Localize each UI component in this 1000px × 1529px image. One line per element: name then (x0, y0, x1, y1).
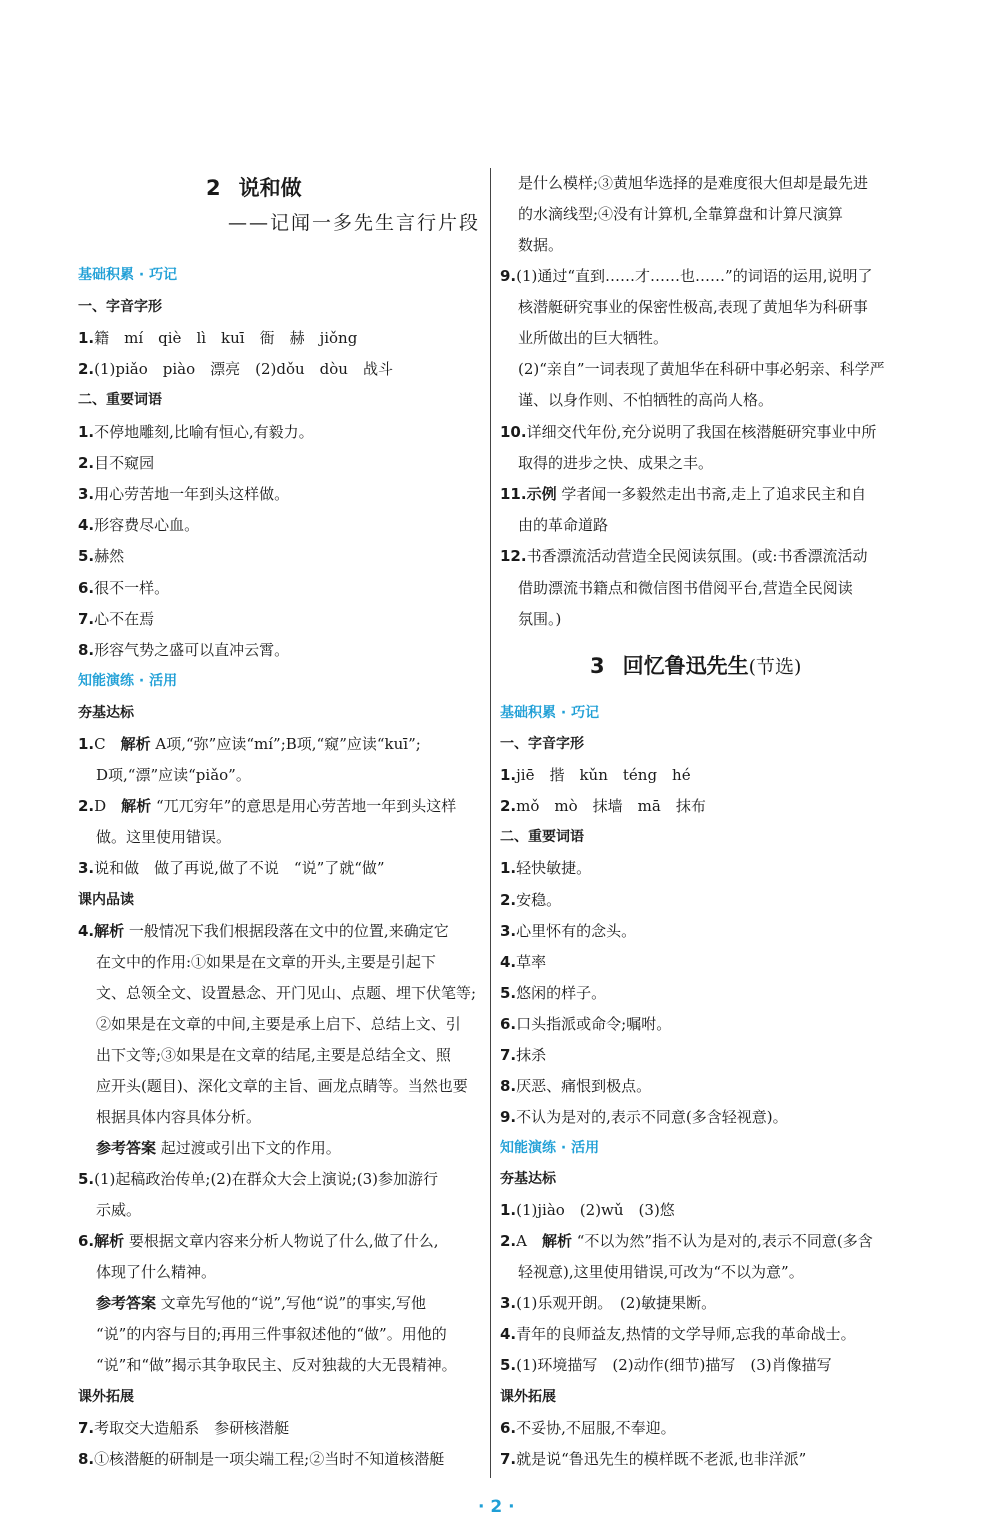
sub-in-class-reading: 课内品读 (78, 892, 134, 908)
section-basic-accumulation: 基础积累 · 巧记 (78, 267, 178, 283)
answer-line: 做。这里使用错误。 (96, 828, 232, 846)
answer-line: D项,“漂”应读“piǎo”。 (96, 766, 251, 784)
answer-line: 3.(1)乐观开朗。 (2)敏捷果断。 (500, 1294, 717, 1312)
list-item: 5.赫然 (78, 547, 125, 565)
answer-line: 参考答案 文章先写他的“说”,写他“说”的事实,写他 (96, 1294, 426, 1312)
answer-line: 7.就是说“鲁迅先生的模样既不老派,也非洋派” (500, 1450, 807, 1468)
answer-line: 6.解析 要根据文章内容来分析人物说了什么,做了什么, (78, 1232, 439, 1250)
chapter-3-title: 3 回忆鲁迅先生(节选) (590, 654, 802, 678)
answer-line: 2.A 解析 “不以为然”指不认为是对的,表示不同意(多含 (500, 1232, 873, 1250)
list-item: 2.安稳。 (500, 891, 562, 909)
answer-line: 11.示例 学者闻一多毅然走出书斋,走上了追求民主和自 (500, 485, 867, 503)
answer-line: 根据具体内容具体分析。 (96, 1108, 262, 1126)
list-item: 3.心里怀有的念头。 (500, 922, 637, 940)
answer-line: 应开头(题目)、深化文章的主旨、画龙点睛等。当然也要 (96, 1077, 468, 1095)
answer-line: “说”和“做”揭示其争取民主、反对独裁的大无畏精神。 (96, 1356, 457, 1374)
answer-line: 出下文等;③如果是在文章的结尾,主要是总结全文、照 (96, 1046, 451, 1064)
list-item: 1.不停地雕刻,比喻有恒心,有毅力。 (78, 423, 314, 441)
chapter-2-title: 2 说和做 (206, 176, 302, 200)
list-item: 2.(1)piǎo piào 漂亮 (2)dǒu dòu 战斗 (78, 360, 393, 378)
sub-pronunciation: 一、字音字形 (78, 299, 162, 315)
sub-key-words: 二、重要词语 (78, 392, 162, 408)
list-item: 6.口头指派或命令;嘱咐。 (500, 1015, 672, 1033)
answer-line: 1.(1)jiào (2)wǔ (3)悠 (500, 1201, 675, 1219)
answer-line: 1.C 解析 A项,“弥”应读“mí”;B项,“窥”应读“kuī”; (78, 735, 421, 753)
answer-line: 2.D 解析 “兀兀穷年”的意思是用心劳苦地一年到头这样 (78, 797, 457, 815)
answer-line: “说”的内容与目的;再用三件事叙述他的“做”。用他的 (96, 1325, 447, 1343)
list-item: 4.形容费尽心血。 (78, 516, 200, 534)
sub-extension: 课外拓展 (500, 1389, 556, 1405)
answer-line: 氛围。) (518, 610, 562, 628)
answer-line: 5.(1)起稿政治传单;(2)在群众大会上演说;(3)参加游行 (78, 1170, 438, 1188)
answer-line: 4.青年的良师益友,热情的文学导师,忘我的革命战士。 (500, 1325, 856, 1343)
answer-line: 是什么模样;③黄旭华选择的是难度很大但却是最先进 (518, 174, 869, 192)
list-item: 7.心不在焉 (78, 610, 155, 628)
list-item: 8.厌恶、痛恨到极点。 (500, 1077, 652, 1095)
sub-foundation: 夯基达标 (78, 705, 134, 721)
list-item: 2.mǒ mò 抹墙 mā 抹布 (500, 797, 706, 815)
page-number: · 2 · (478, 1497, 515, 1517)
answer-line: 12.书香漂流活动营造全民阅读氛围。(或:书香漂流活动 (500, 547, 868, 565)
answer-line: 在文中的作用:①如果是在文章的开头,主要是引起下 (96, 953, 436, 971)
answer-line: 5.(1)环境描写 (2)动作(细节)描写 (3)肖像描写 (500, 1356, 832, 1374)
answer-line: 谨、以身作则、不怕牺牲的高尚人格。 (518, 391, 774, 409)
list-item: 6.很不一样。 (78, 579, 170, 597)
answer-line: 9.(1)通过“直到……才……也……”的词语的运用,说明了 (500, 267, 873, 285)
answer-line: (2)“亲自”一词表现了黄旭华在科研中事必躬亲、科学严 (518, 360, 885, 378)
section-practice: 知能演练 · 活用 (500, 1140, 600, 1156)
list-item: 4.草率 (500, 953, 547, 971)
answer-line: 4.解析 一般情况下我们根据段落在文中的位置,来确定它 (78, 922, 449, 940)
sub-extension: 课外拓展 (78, 1389, 134, 1405)
answer-line: 7.考取交大造船系 参研核潜艇 (78, 1419, 290, 1437)
answer-line: 10.详细交代年份,充分说明了我国在核潜艇研究事业中所 (500, 423, 877, 441)
list-item: 1.jiē 揩 kǔn téng hé (500, 766, 691, 784)
answer-line: 业所做出的巨大牺牲。 (518, 329, 669, 347)
answer-line: 核潜艇研究事业的保密性极高,表现了黄旭华为科研事 (518, 298, 868, 316)
answer-line: 体现了什么精神。 (96, 1263, 217, 1281)
answer-line: 的水滴线型;④没有计算机,全靠算盘和计算尺演算 (518, 205, 843, 223)
section-practice: 知能演练 · 活用 (78, 673, 178, 689)
answer-line: 取得的进步之快、成果之丰。 (518, 454, 714, 472)
list-item: 7.抹杀 (500, 1046, 547, 1064)
answer-line: 文、总领全文、设置悬念、开门见山、点题、埋下伏笔等; (96, 984, 477, 1002)
list-item: 8.形容气势之盛可以直冲云霄。 (78, 641, 290, 659)
answer-line: 由的革命道路 (518, 516, 609, 534)
column-divider (490, 168, 491, 1478)
list-item: 2.目不窥园 (78, 454, 155, 472)
answer-line: 8.①核潜艇的研制是一项尖端工程;②当时不知道核潜艇 (78, 1450, 445, 1468)
answer-line: 轻视意),这里使用错误,可改为“不以为意”。 (518, 1263, 804, 1281)
answer-line: 借助漂流书籍点和微信图书借阅平台,营造全民阅读 (518, 579, 853, 597)
sub-pronunciation: 一、字音字形 (500, 736, 584, 752)
chapter-2-subtitle: ——记闻一多先生言行片段 (228, 212, 481, 234)
answer-line: 参考答案 起过渡或引出下文的作用。 (96, 1139, 341, 1157)
answer-line: ②如果是在文章的中间,主要是承上启下、总结上文、引 (96, 1015, 461, 1033)
list-item: 1.轻快敏捷。 (500, 859, 592, 877)
sub-foundation: 夯基达标 (500, 1171, 556, 1187)
answer-line: 3.说和做 做了再说,做了不说 “说”了就“做” (78, 859, 385, 877)
list-item: 5.悠闲的样子。 (500, 984, 607, 1002)
sub-key-words: 二、重要词语 (500, 829, 584, 845)
list-item: 9.不认为是对的,表示不同意(多含轻视意)。 (500, 1108, 788, 1126)
answer-line: 数据。 (518, 236, 564, 254)
list-item: 1.籍 mí qiè lì kuī 衙 赫 jiǒng (78, 329, 358, 347)
section-basic-accumulation: 基础积累 · 巧记 (500, 705, 600, 721)
list-item: 3.用心劳苦地一年到头这样做。 (78, 485, 290, 503)
answer-line: 6.不妥协,不屈服,不奉迎。 (500, 1419, 676, 1437)
answer-line: 示威。 (96, 1201, 142, 1219)
